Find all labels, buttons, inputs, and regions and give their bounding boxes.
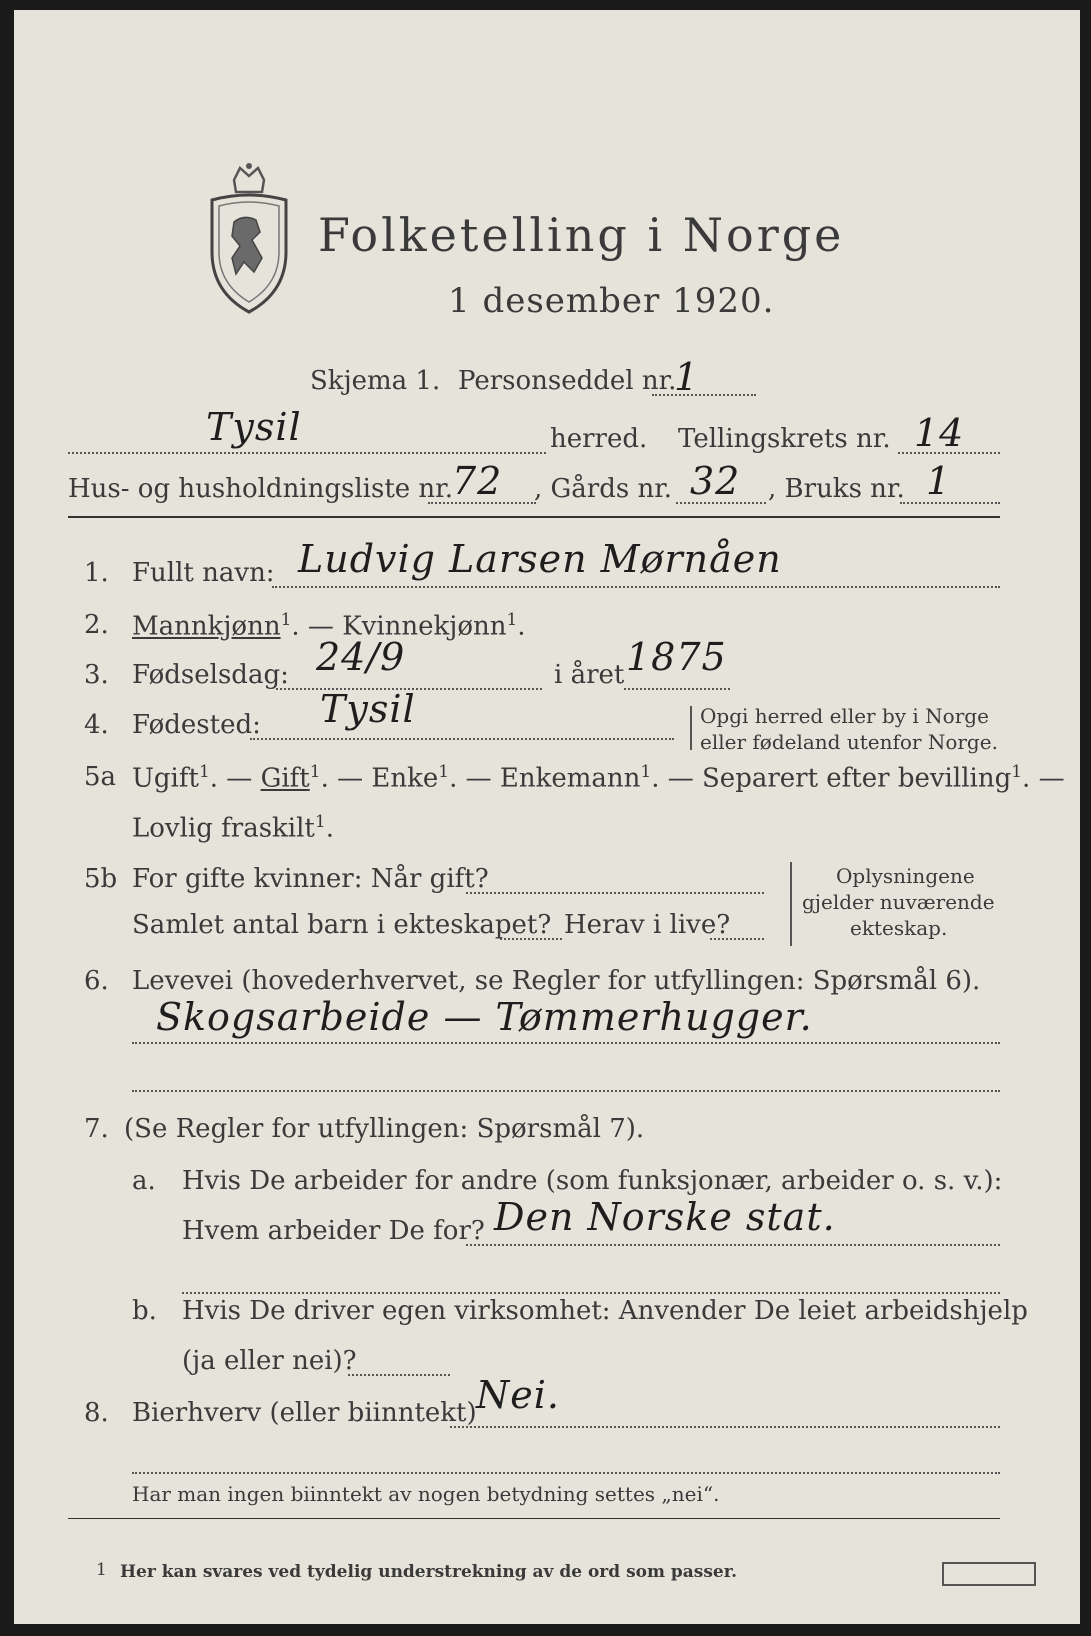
herred-line — [68, 452, 546, 454]
q3-day-value: 24/9 — [316, 635, 406, 679]
q8-line1 — [450, 1426, 1000, 1428]
q8-label: Bierhverv (eller biinntekt) — [132, 1398, 477, 1428]
q8-number: 8. — [84, 1398, 109, 1428]
q5b-line3 — [710, 938, 764, 940]
q5a-enkemann: Enkemann — [499, 763, 641, 794]
q7a-text: Hvis De arbeider for andre (som funksjonær, arbeider o. s. v.): — [182, 1166, 1003, 1196]
q7-label: (Se Regler for utfyllingen: Spørsmål 7). — [124, 1114, 645, 1144]
census-form — [14, 10, 1080, 1624]
q1-line — [272, 586, 1000, 588]
husliste-value: 72 — [452, 459, 503, 503]
q5a-options: Ugift$^1$. — Gift$^1$. — Enke$^1$. — Enkemann$^1$. — Separert efter bevilling$^1$. — — [132, 762, 1065, 794]
footnote-divider — [68, 1518, 1000, 1519]
footnote-text: Her kan svares ved tydelig understrekning av de ord som passer. — [120, 1562, 738, 1582]
q6-value: Skogsarbeide — Tømmerhugger. — [156, 995, 813, 1039]
q5a-number: 5a — [84, 762, 117, 792]
census-date: 1 desember 1920. — [448, 281, 775, 321]
herred-label: herred. — [550, 424, 648, 454]
q5b-line2 — [500, 938, 562, 940]
q1-name-value: Ludvig Larsen Mørnåen — [298, 537, 782, 581]
q1-number: 1. — [84, 558, 109, 588]
tellingskrets-value: 14 — [914, 411, 965, 455]
q5b-note-line3: ekteskap. — [850, 916, 948, 940]
personseddel-label: Personseddel nr. — [458, 366, 677, 396]
q5b-note-line2: gjelder nuværende — [802, 890, 995, 914]
q5a-ugift: Ugift — [132, 763, 199, 794]
q3-year-label: i året — [554, 660, 625, 690]
q4-note-line1: Opgi herred eller by i Norge — [700, 704, 989, 728]
q7-number: 7. — [84, 1114, 109, 1144]
q3-year-value: 1875 — [626, 635, 727, 679]
q5a-enke: Enke — [371, 763, 439, 794]
bruks-label: , Bruks nr. — [768, 474, 905, 504]
q2-kvinne-option: Kvinnekjønn — [342, 611, 507, 642]
q4-brace — [690, 706, 692, 750]
q6-number: 6. — [84, 966, 109, 996]
q6-label: Levevei (hovederhvervet, se Regler for utfyllingen: Spørsmål 6). — [132, 966, 981, 996]
q4-line — [250, 738, 674, 740]
gards-label: , Gårds nr. — [534, 474, 673, 504]
q4-number: 4. — [84, 710, 109, 740]
q7a-letter: a. — [132, 1166, 156, 1196]
footnote-mark: 1 — [96, 1560, 107, 1580]
herred-value: Tysil — [206, 405, 302, 449]
q7a-question: Hvem arbeider De for? — [182, 1216, 485, 1246]
q5b-label3: Herav i live? — [564, 910, 731, 940]
q7a-line1 — [466, 1244, 1000, 1246]
q4-value: Tysil — [320, 687, 416, 731]
gards-value: 32 — [690, 459, 741, 503]
q7b-letter: b. — [132, 1296, 157, 1326]
q5b-brace — [790, 862, 792, 946]
q3-label: Fødselsdag: — [132, 660, 289, 690]
schema-label: Skjema 1. — [310, 366, 441, 396]
q7b-question: (ja eller nei)? — [182, 1346, 357, 1376]
q4-note-line2: eller fødeland utenfor Norge. — [700, 730, 998, 754]
q7a-line2 — [182, 1292, 1000, 1294]
q5a-lovlig: Lovlig fraskilt$^1$. — [132, 812, 334, 844]
q5b-line1 — [466, 892, 764, 894]
q8-line2 — [132, 1472, 1000, 1474]
q4-label: Fødested: — [132, 710, 261, 740]
q3-year-line — [624, 688, 730, 690]
tellingskrets-label: Tellingskrets nr. — [678, 424, 891, 454]
q5b-note-line1: Oplysningene — [836, 864, 975, 888]
header-divider — [68, 516, 1000, 518]
q8-value: Nei. — [476, 1373, 560, 1417]
q7a-value: Den Norske stat. — [494, 1195, 836, 1239]
q6-line2 — [132, 1090, 1000, 1092]
bruks-value: 1 — [926, 459, 952, 503]
personseddel-value: 1 — [674, 355, 700, 399]
q1-label: Fullt navn: — [132, 558, 275, 588]
q7b-text: Hvis De driver egen virksomhet: Anvender De leiet arbeidshjelp — [182, 1296, 1028, 1326]
q6-line1 — [132, 1042, 1000, 1044]
q7b-line — [348, 1374, 450, 1376]
q5a-gift: Gift — [260, 763, 310, 794]
form-title: Folketelling i Norge — [318, 208, 845, 262]
q5a-separert: Separert efter bevilling — [702, 763, 1012, 794]
q5b-label1: For gifte kvinner: Når gift? — [132, 864, 489, 894]
personseddel-line — [652, 394, 756, 396]
q2-number: 2. — [84, 610, 109, 640]
q5b-number: 5b — [84, 864, 118, 894]
q2-mann-option: Mannkjønn — [132, 611, 281, 642]
husliste-label: Hus- og husholdningsliste nr. — [68, 474, 454, 504]
printer-stamp — [942, 1562, 1036, 1586]
q5b-label2: Samlet antal barn i ekteskapet? — [132, 910, 552, 940]
q3-number: 3. — [84, 660, 109, 690]
biinntekt-note: Har man ingen biinntekt av nogen betydning settes „nei“. — [132, 1482, 720, 1506]
q2-sex-options: Mannkjønn$^1$. — Kvinnekjønn$^1$. — [132, 610, 526, 642]
norwegian-coat-of-arms-icon — [204, 162, 294, 314]
